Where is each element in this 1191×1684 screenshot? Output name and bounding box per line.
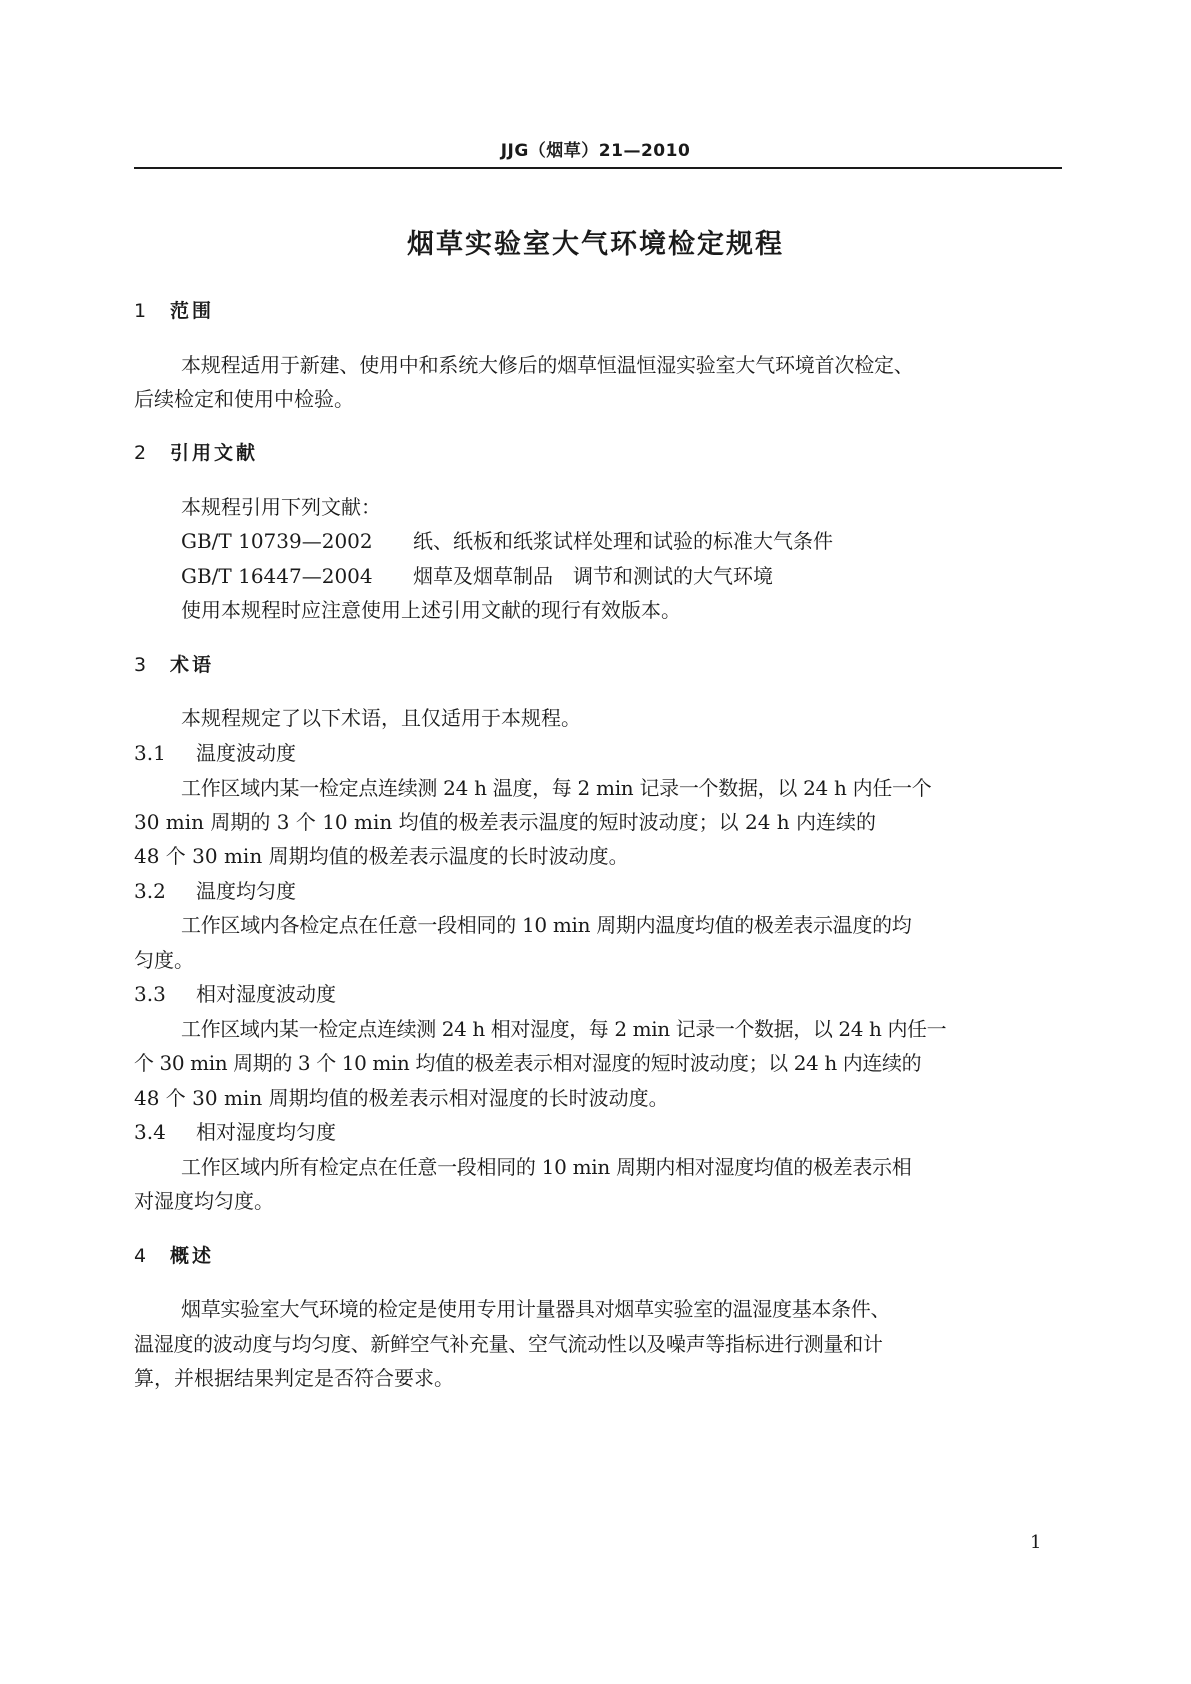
section-number: 4	[134, 1245, 150, 1267]
paragraph-line: 工作区域内某一检定点连续测 24 h 温度，每 2 min 记录一个数据，以 24 h 内任一个	[181, 776, 932, 800]
paragraph-line: 30 min 周期的 3 个 10 min 均值的极差表示温度的短时波动度；以 24 h 内连续的	[134, 810, 877, 834]
paragraph-line: 48 个 30 min 周期均值的极差表示相对湿度的长时波动度。	[134, 1086, 669, 1110]
paragraph-line: 工作区域内所有检定点在任意一段相同的 10 min 周期内相对湿度均值的极差表示相	[181, 1155, 912, 1179]
subsection-title: 相对湿度波动度	[196, 982, 336, 1006]
reference-code: GB/T 16447—2004	[181, 564, 373, 588]
paragraph-line: 对湿度均匀度。	[134, 1189, 274, 1213]
subsection-title: 温度波动度	[196, 741, 296, 765]
page-number: 1	[1030, 1532, 1042, 1553]
section-title: 范围	[170, 300, 215, 322]
document-title: 烟草实验室大气环境检定规程	[407, 229, 784, 260]
header-rule	[134, 167, 1062, 169]
paragraph-line: 温湿度的波动度与均匀度、新鲜空气补充量、空气流动性以及噪声等指标进行测量和计	[134, 1332, 883, 1356]
paragraph-line: 本规程引用下列文献：	[181, 495, 381, 519]
section-2-heading	[134, 440, 1062, 466]
reference-item	[181, 563, 1062, 589]
paragraph-line: 个 30 min 周期的 3 个 10 min 均值的极差表示相对湿度的短时波动度；以 24 h 内连续的	[134, 1051, 922, 1075]
reference-name: 纸、纸板和纸浆试样处理和试验的标准大气条件	[413, 529, 833, 553]
subsection-number: 3.2	[134, 879, 166, 903]
paragraph-line: 工作区域内各检定点在任意一段相同的 10 min 周期内温度均值的极差表示温度的均	[181, 913, 912, 937]
paragraph-line: 烟草实验室大气环境的检定是使用专用计量器具对烟草实验室的温湿度基本条件、	[181, 1297, 891, 1321]
subsection-3-3-heading	[134, 981, 1062, 1007]
section-title: 概述	[170, 1245, 215, 1267]
section-3-heading	[134, 652, 1062, 678]
section-number: 2	[134, 442, 150, 464]
paragraph-line: 本规程规定了以下术语，且仅适用于本规程。	[181, 706, 581, 730]
section-title: 引用文献	[170, 442, 259, 464]
subsection-3-1-heading	[134, 740, 1062, 766]
subsection-number: 3.3	[134, 982, 166, 1006]
subsection-title: 温度均匀度	[196, 879, 296, 903]
reference-item	[181, 528, 1062, 554]
subsection-number: 3.1	[134, 741, 166, 765]
document-code: JJG（烟草）21—2010	[500, 141, 691, 161]
paragraph-line: 使用本规程时应注意使用上述引用文献的现行有效版本。	[181, 598, 681, 622]
subsection-3-2-heading	[134, 878, 1062, 904]
section-4-heading	[134, 1243, 1062, 1269]
reference-code: GB/T 10739—2002	[181, 529, 373, 553]
subsection-title: 相对湿度均匀度	[196, 1120, 336, 1144]
reference-name: 烟草及烟草制品 调节和测试的大气环境	[413, 564, 773, 588]
subsection-number: 3.4	[134, 1120, 166, 1144]
paragraph-line: 后续检定和使用中检验。	[134, 387, 354, 411]
paragraph-line: 算，并根据结果判定是否符合要求。	[134, 1366, 454, 1390]
section-number: 3	[134, 654, 150, 676]
paragraph-line: 匀度。	[134, 948, 194, 972]
section-number: 1	[134, 300, 150, 322]
paragraph-line: 本规程适用于新建、使用中和系统大修后的烟草恒温恒湿实验室大气环境首次检定、	[181, 353, 914, 377]
paragraph-line: 48 个 30 min 周期均值的极差表示温度的长时波动度。	[134, 844, 629, 868]
subsection-3-4-heading	[134, 1119, 1062, 1145]
paragraph-line: 工作区域内某一检定点连续测 24 h 相对湿度，每 2 min 记录一个数据，以 24 h 内任一	[181, 1017, 947, 1041]
section-1-heading	[134, 298, 1062, 324]
section-title: 术语	[170, 654, 215, 676]
